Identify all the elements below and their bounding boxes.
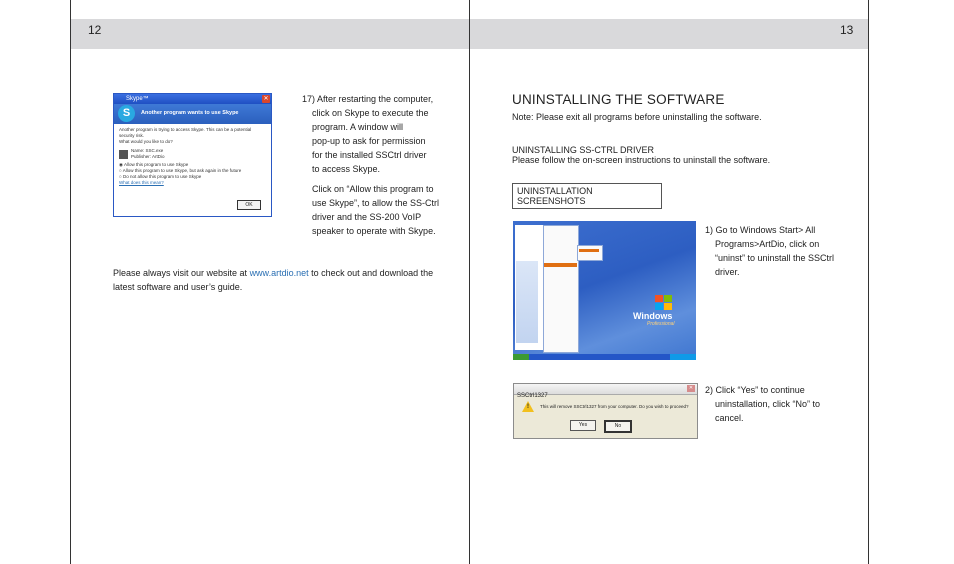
step1-line: Programs>ArtDio, click on (715, 239, 820, 249)
step2-text (705, 383, 855, 425)
step17b-line: speaker to operate with Skype. (312, 226, 436, 236)
step2-line: cancel. (715, 413, 744, 423)
page-divider (469, 0, 470, 564)
step17b-line: driver and the SS-200 VoIP (312, 212, 422, 222)
system-tray (670, 354, 696, 360)
ok-button[interactable]: OK (237, 200, 261, 210)
step17-text (302, 92, 462, 176)
note-text: Note: Please exit all programs before uninstalling the software. (512, 112, 762, 122)
no-button[interactable]: No (604, 420, 632, 433)
left-header-band (71, 19, 469, 49)
uninst-highlight (579, 249, 599, 252)
left-page-edge (70, 0, 71, 564)
step17-line: click on Skype to execute the (312, 108, 429, 118)
ssctrl-uninstall-dialog (513, 383, 698, 439)
step17-line: program. A window will (312, 122, 404, 132)
website-line2: latest software and user’s guide. (113, 282, 243, 292)
right-header-band (470, 19, 868, 49)
skype-dialog-desc: Another program is trying to access Skype. This can be a potential security risk. (119, 127, 252, 138)
skype-dialog-question: What would you like to do? (119, 139, 173, 144)
help-link[interactable]: What does this mean? (119, 180, 164, 185)
subheading: UNINSTALLING SS-CTRL DRIVER (512, 145, 655, 155)
ssctrl-dialog-titlebar (514, 384, 697, 399)
step17b-line: Click on “Allow this program to (312, 184, 434, 194)
ssctrl-dialog-title: SSCtrl1327 (517, 393, 548, 399)
step17-line: to access Skype. (312, 164, 381, 174)
close-icon[interactable]: ✕ (688, 385, 694, 391)
skype-dialog-heading: Another program wants to use Skype (141, 110, 239, 116)
yes-button[interactable]: Yes (570, 420, 596, 431)
skype-dialog-title: Skype™ (126, 96, 149, 102)
program-icon (119, 150, 128, 159)
step17-line: for the installed SSCtrl driver (312, 150, 427, 160)
windows-brand: Windows (633, 311, 673, 321)
website-post-text: to check out and download the (308, 268, 434, 278)
menu-highlight (544, 263, 577, 267)
artdio-submenu (577, 245, 603, 261)
step17-line: pop-up to ask for permission (312, 136, 426, 146)
step17-line: 17) After restarting the computer, (302, 94, 434, 104)
right-page-edge (868, 0, 869, 564)
close-icon[interactable]: ✕ (263, 96, 269, 102)
skype-dialog-body (114, 124, 271, 216)
website-pre-text: Please always visit our website at (113, 268, 250, 278)
instructions-text: Please follow the on-screen instructions to uninstall the software. (512, 155, 771, 165)
option-allow[interactable]: ◉ Allow this program to use Skype (119, 162, 189, 167)
step17b-line: use Skype”, to allow the SS-Ctrl (312, 198, 440, 208)
step1-line: 1) Go to Windows Start> All (705, 225, 816, 235)
step1-line: “uninst” to uninstall the SSCtrl (715, 253, 835, 263)
option-allow-ask[interactable]: ○ Allow this program to use Skype, but ask again in the future (119, 168, 242, 173)
skype-permission-dialog (113, 93, 272, 217)
programs-menu (543, 225, 579, 353)
skype-logo-icon: S (118, 105, 135, 122)
skype-dialog-header (114, 104, 271, 124)
program-info (119, 148, 266, 160)
step17b-text (302, 182, 462, 238)
program-publisher: Publisher: ArtDio (131, 154, 165, 159)
page-title: UNINSTALLING THE SOFTWARE (512, 92, 725, 107)
start-panel-left-column (516, 261, 538, 343)
warning-icon-mark: ! (527, 404, 529, 410)
step2-line: uninstallation, click “No” to (715, 399, 821, 409)
step2-line: 2) Click “Yes” to continue (705, 385, 805, 395)
windows-edition: Professional (647, 321, 675, 327)
skype-dialog-titlebar (114, 94, 271, 104)
windows-flag-icon (655, 295, 675, 310)
screenshots-heading: UNINSTALLATION SCREENSHOTS (512, 183, 662, 209)
website-link[interactable]: www.artdio.net (249, 268, 309, 278)
page-number-left: 12 (88, 23, 102, 37)
step1-line: driver. (715, 267, 740, 277)
taskbar (513, 354, 696, 360)
website-note (113, 266, 463, 294)
start-menu-screenshot (513, 221, 696, 360)
windows-logo (633, 295, 675, 327)
page-number-right: 13 (840, 23, 854, 37)
ssctrl-dialog-message: This will remove SSCtrl1327 from your computer. Do you wish to proceed? (540, 404, 689, 409)
step1-text (705, 223, 855, 279)
option-deny[interactable]: ○ Do not allow this program to use Skype (119, 174, 202, 179)
start-button (513, 354, 529, 360)
program-name: Name: SSC.exe (131, 148, 164, 153)
